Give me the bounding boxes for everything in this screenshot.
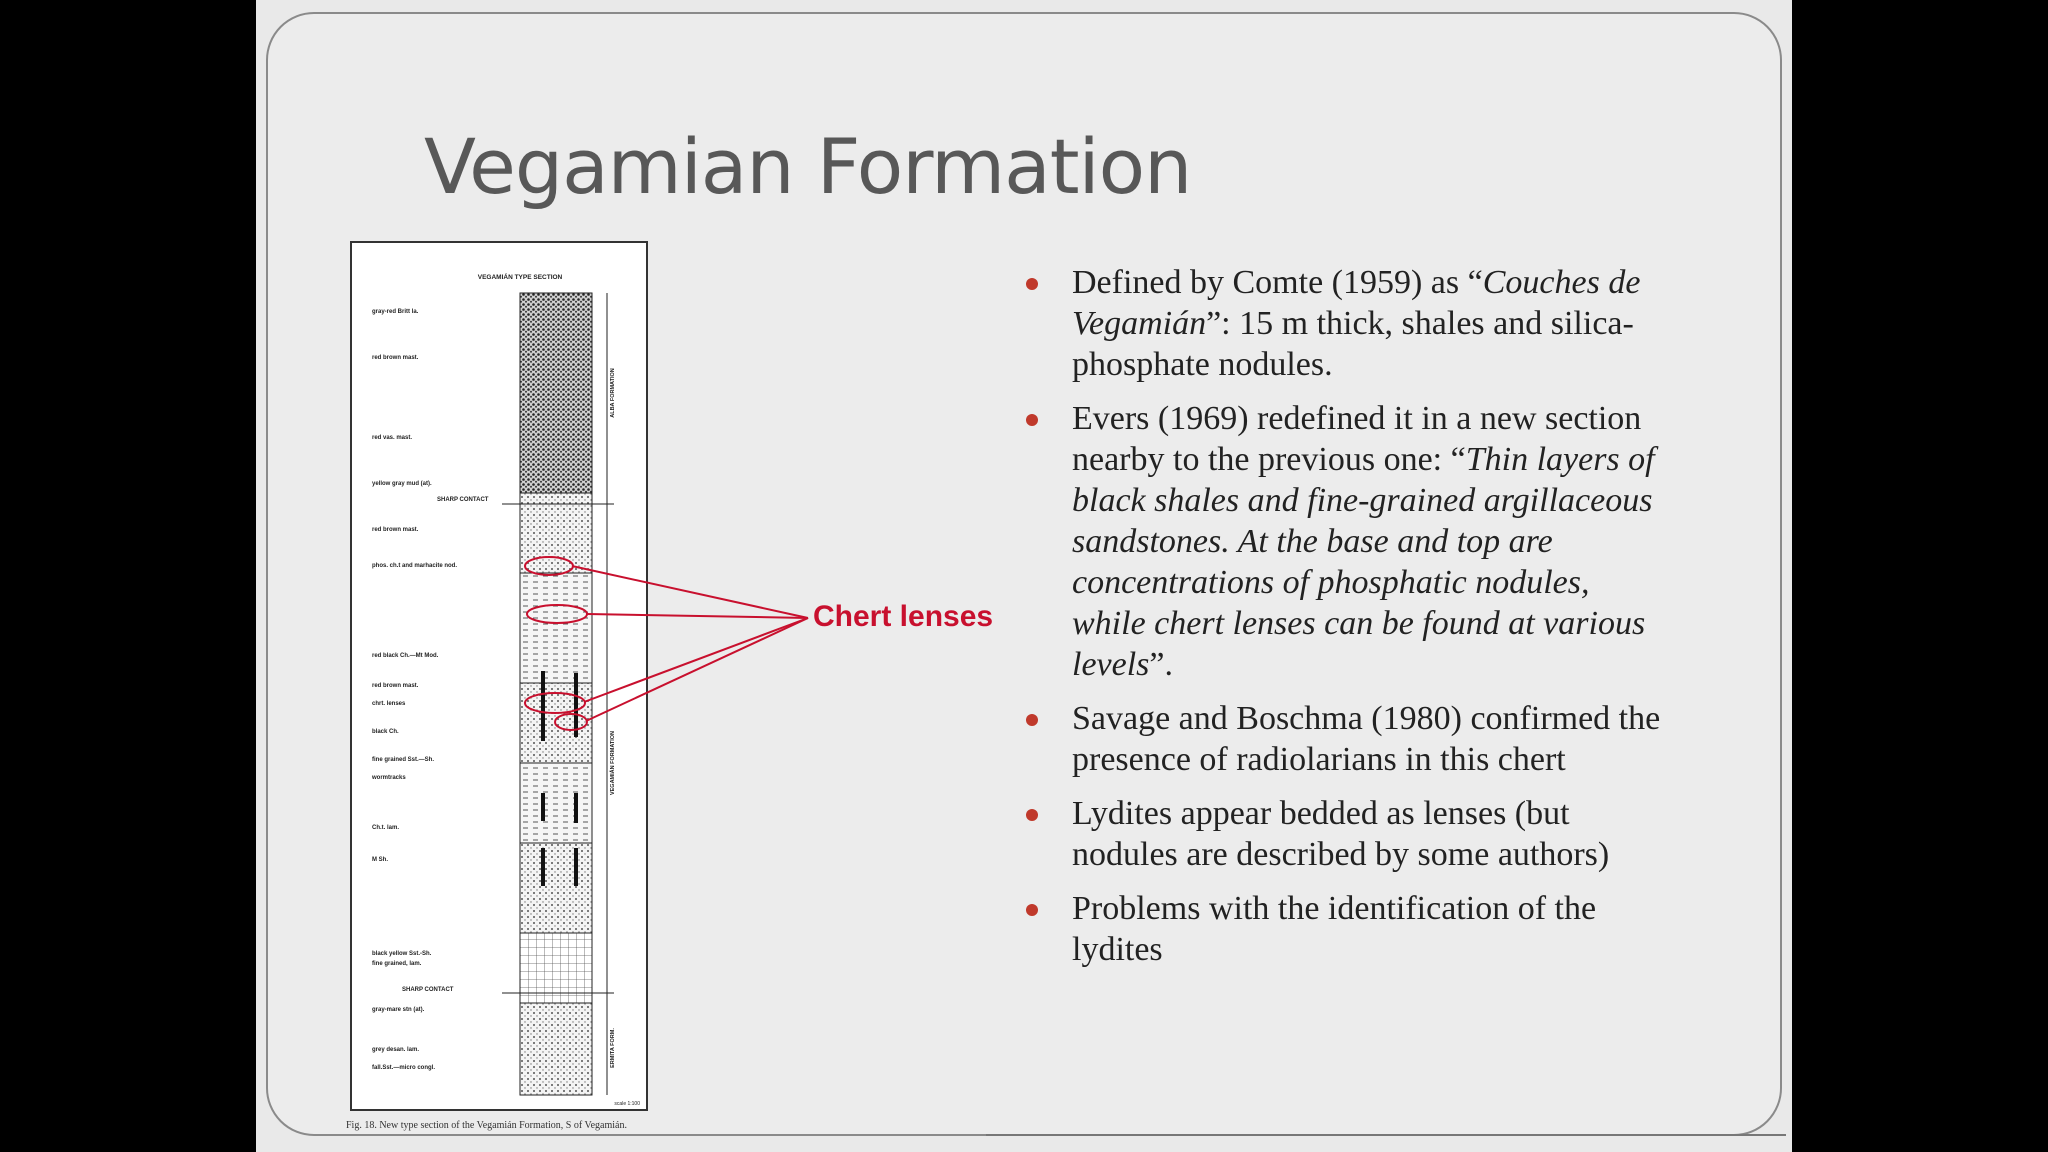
bullet-dot-icon xyxy=(1026,904,1038,916)
slide-title: Vegamian Formation xyxy=(424,122,1192,211)
bullet-dot-icon xyxy=(1026,278,1038,290)
lithology-label: red brown mast. xyxy=(372,683,419,689)
lithology-label: red brown mast. xyxy=(372,355,419,361)
bullet-item xyxy=(1024,793,1664,875)
lithology-label: yellow gray mud (at). xyxy=(372,481,432,487)
bullet-text: Evers (1969) redefined it in a new section nearby to the previous one: “Thin layers of black shales and fine-grained argillaceous sandstones. At the base and top are concentrations of phosphatic nodules, while chert lenses can be found at various levels”. xyxy=(1072,400,1655,683)
slide-bottom-rule xyxy=(986,1134,1786,1136)
lithology-label: black Ch. xyxy=(372,729,399,735)
formation-label: ERMITA FORM. xyxy=(610,1028,616,1068)
lithology-label: SHARP CONTACT xyxy=(402,987,454,993)
lithology-label: wormtracks xyxy=(372,775,406,781)
formation-label: VEGAMIÁN FORMATION xyxy=(610,730,616,796)
lithology-label: phos. ch.t and marhacite nod. xyxy=(372,563,458,569)
lithology-label: gray-red Britt la. xyxy=(372,309,419,315)
bullet-item xyxy=(1024,698,1664,780)
figure-header: VEGAMIÁN TYPE SECTION xyxy=(477,274,563,281)
figure-scale: scale 1:100 xyxy=(614,1101,640,1107)
lithology-label: red brown mast. xyxy=(372,527,419,533)
chert-ellipse xyxy=(555,714,587,730)
lithology-label: chrt. lenses xyxy=(372,701,406,707)
lithology-label: red vas. mast. xyxy=(372,435,413,441)
lithology-label: black yellow Sst.-Sh. xyxy=(372,951,432,957)
lithology-label: gray-mare stn (at). xyxy=(372,1007,425,1013)
bullet-item xyxy=(1024,262,1664,385)
lithology-label: red black Ch.—Mt Mod. xyxy=(372,653,439,659)
lithology-label: fine grained, lam. xyxy=(372,961,422,967)
chert-ellipse xyxy=(525,557,573,575)
chert-lenses-label: Chert lenses xyxy=(813,600,994,633)
bullet-item xyxy=(1024,888,1664,970)
bullet-item xyxy=(1024,398,1664,685)
chert-ellipse xyxy=(527,605,587,623)
lithology-label: grey desan. lam. xyxy=(372,1047,420,1053)
lithology-label: fine grained Sst.—Sh. xyxy=(372,757,435,763)
bullet-text: Lydites appear bedded as lenses (but nodules are described by some authors) xyxy=(1072,795,1610,873)
lithology-label: M Sh. xyxy=(372,857,388,863)
bullet-list xyxy=(1024,262,1664,983)
chert-ellipse xyxy=(525,693,585,713)
lithology-label: Ch.t. lam. xyxy=(372,825,400,831)
bullet-dot-icon xyxy=(1026,809,1038,821)
lithology-label: SHARP CONTACT xyxy=(437,497,489,503)
figure-caption: Fig. 18. New type section of the Vegamián Formation, S of Vegamián. xyxy=(346,1120,627,1131)
bullet-dot-icon xyxy=(1026,414,1038,426)
formation-label: ALBA FORMATION xyxy=(610,368,616,418)
bullet-text: Savage and Boschma (1980) confirmed the presence of radiolarians in this chert xyxy=(1072,700,1661,778)
bullet-text: Defined by Comte (1959) as “Couches de Vegamián”: 15 m thick, shales and silica-phosphate nodules. xyxy=(1072,264,1641,383)
bullet-dot-icon xyxy=(1026,714,1038,726)
bullet-text: Problems with the identification of the lydites xyxy=(1072,890,1597,968)
lithology-label: fall.Sst.—micro congl. xyxy=(372,1065,436,1071)
